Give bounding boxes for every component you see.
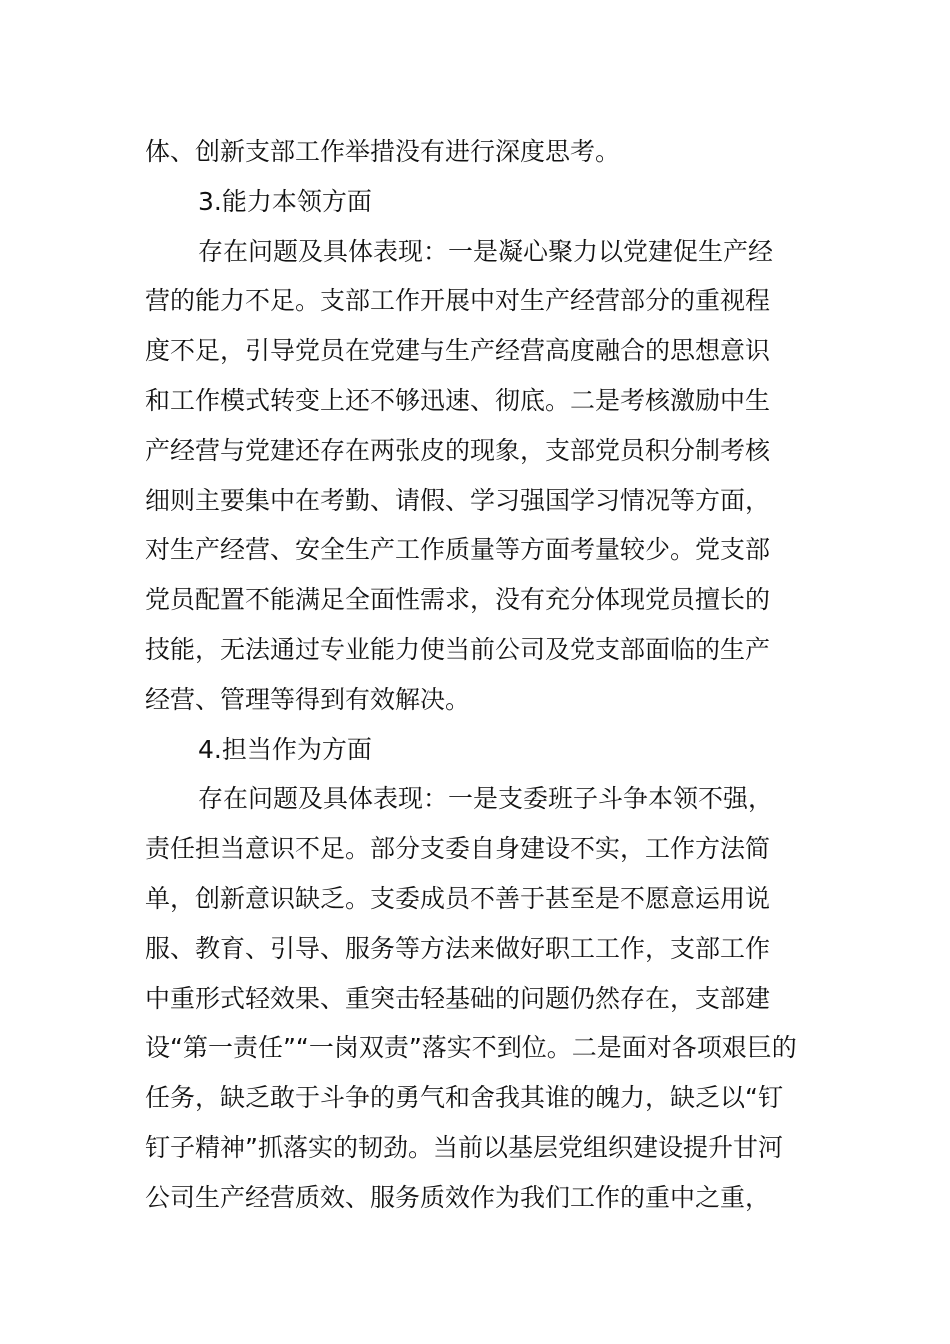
text-line: 中重形式轻效果、重突击轻基础的问题仍然存在，支部建 [145, 983, 771, 1013]
text-line: 产经营与党建还存在两张皮的现象，支部党员积分制考核 [145, 435, 771, 465]
text-line: 服、教育、引导、服务等方法来做好职工工作，支部工作 [145, 933, 771, 963]
text-line: 责任担当意识不足。部分支委自身建设不实，工作方法简 [145, 834, 771, 864]
text-line: 和工作模式转变上还不够迅速、彻底。二是考核激励中生 [145, 385, 771, 415]
text-line: 设“第一责任”“一岗双责”落实不到位。二是面对各项艰巨的 [145, 1033, 797, 1063]
body-text [145, 127, 810, 1223]
section-heading: 3.能力本领方面 [198, 186, 372, 216]
text-line: 党员配置不能满足全面性需求，没有充分体现党员擅长的 [145, 585, 771, 615]
text-line: 细则主要集中在考勤、请假、学习强国学习情况等方面， [145, 485, 771, 515]
text-line: 对生产经营、安全生产工作质量等方面考量较少。党支部 [145, 535, 771, 565]
text-line: 单，创新意识缺乏。支委成员不善于甚至是不愿意运用说 [145, 883, 771, 913]
text-line: 公司生产经营质效、服务质效作为我们工作的重中之重， [145, 1182, 771, 1212]
text-line: 度不足，引导党员在党建与生产经营高度融合的思想意识 [145, 336, 771, 366]
text-line: 存在问题及具体表现：一是支委班子斗争本领不强， [198, 784, 774, 814]
text-line: 存在问题及具体表现：一是凝心聚力以党建促生产经 [198, 236, 774, 266]
text-line: 体、创新支部工作举措没有进行深度思考。 [145, 137, 621, 166]
text-line: 钉子精神”抓落实的韧劲。当前以基层党组织建设提升甘河 [145, 1132, 783, 1162]
text-line: 任务，缺乏敢于斗争的勇气和舍我其谁的魄力，缺乏以“钉 [145, 1083, 783, 1113]
section-heading: 4.担当作为方面 [198, 734, 372, 764]
text-line: 营的能力不足。支部工作开展中对生产经营部分的重视程 [145, 286, 771, 316]
text-line: 经营、管理等得到有效解决。 [145, 684, 471, 714]
text-line: 技能，无法通过专业能力使当前公司及党支部面临的生产 [145, 634, 771, 664]
